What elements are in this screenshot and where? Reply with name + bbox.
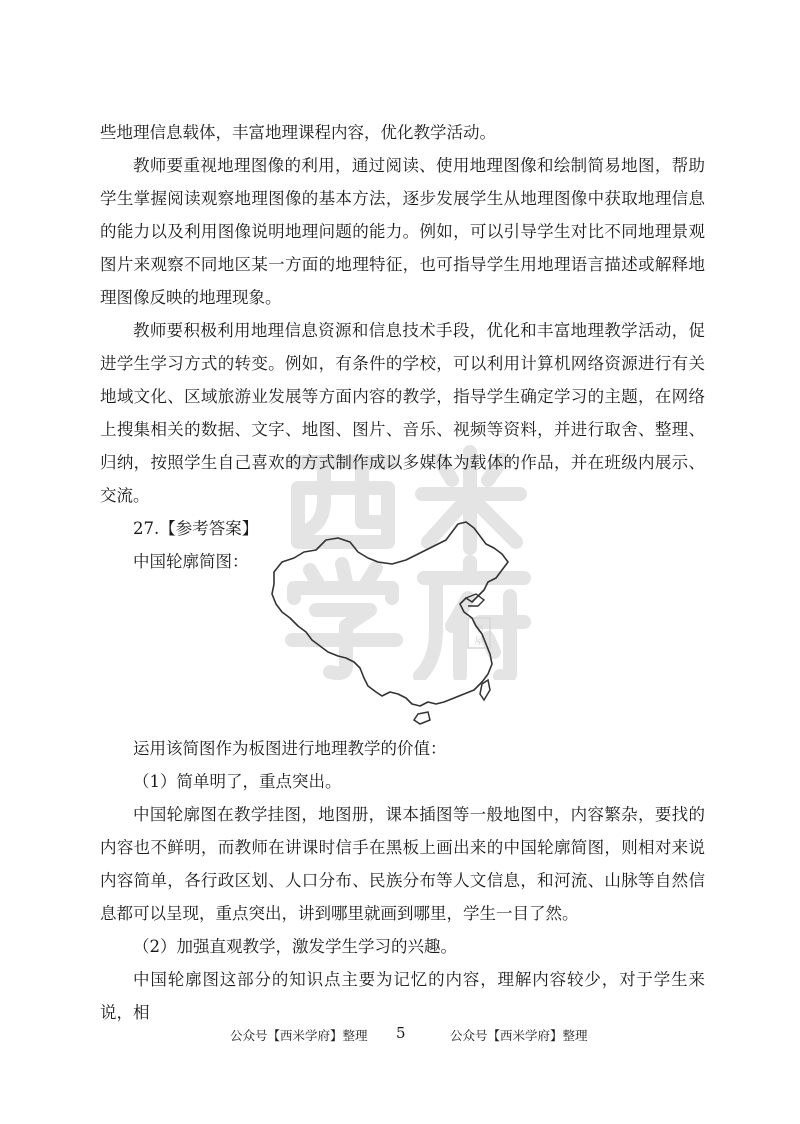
svg-text:屋: 屋 — [474, 637, 484, 647]
point-1-heading: （1）简单明了，重点突出。 — [133, 772, 342, 791]
hainan-island — [414, 712, 430, 724]
paragraph-graphic-use: 教师要重视地理图像的利用，通过阅读、使用地理图像和绘制简易地图，帮助学生掌握阅读观察地理图像的基本方法，逐步发展学生从地理图像中获取地理信息的能力以及利用图像说明地理问题的能力。例如，可以引导学生对比不同地理景观图片来观察不同地区某一方面的地理特征，也可指导学生用地理语言描述或解释地理图像反映的地理现象。 — [100, 156, 705, 307]
page-number: 5 — [396, 1024, 406, 1042]
page-footer — [0, 1026, 800, 1046]
paragraph-info-tech: 教师要积极利用地理信息资源和信息技术手段，优化和丰富地理教学活动，促进学生学习方式的转变。例如，有条件的学校，可以利用计算机网络资源进行有关地域文化、区域旅游业发展等方面内容的教学，指导学生确定学习的主题，在网络上搜集相关的数据、文字、地图、图片、音乐、视频等资料，并进行取舍、整理、归纳，按照学生自己喜欢的方式制作成以多媒体为载体的作品，并在班级内展示、交流。 — [100, 321, 705, 505]
footer-right-note: 公众号【西米学府】整理 — [450, 1028, 588, 1043]
paragraph-point-1: 中国轮廓图在教学挂图，地图册，课本插图等一般地图中，内容繁杂，要找的内容也不鲜明，而教师在讲课时信手在黑板上画出来的中国轮廓简图，则相对来说内容简单，各行政区划、人口分布、民族分布等人文信息，和河流、山脉等自然信息都可以呈现，重点突出，讲到哪里就画到哪里，学生一目了然。 — [100, 805, 705, 923]
point-2-heading: （2）加强直观教学，激发学生学习的兴趣。 — [133, 937, 457, 956]
footer-left-note: 公众号【西米学府】整理 — [230, 1028, 368, 1043]
map-caption: 中国轮廓简图： — [133, 552, 249, 571]
paragraph-continuation: 些地理信息载体，丰富地理课程内容，优化教学活动。 — [100, 123, 496, 142]
paragraph-point-2: 中国轮廓图这部分的知识点主要为记忆的内容，理解内容较少，对于学生来说，相 — [100, 970, 705, 1022]
question-answer-heading: 27.【参考答案】 — [133, 519, 259, 538]
paragraph-value-intro: 运用该简图作为板图进行地理教学的价值： — [133, 739, 447, 758]
china-mainland-outline — [272, 522, 508, 706]
china-outline-map — [268, 518, 530, 728]
text-section-top — [100, 116, 705, 578]
svg-text:书: 书 — [474, 625, 484, 635]
text-section-bottom — [100, 732, 705, 1029]
